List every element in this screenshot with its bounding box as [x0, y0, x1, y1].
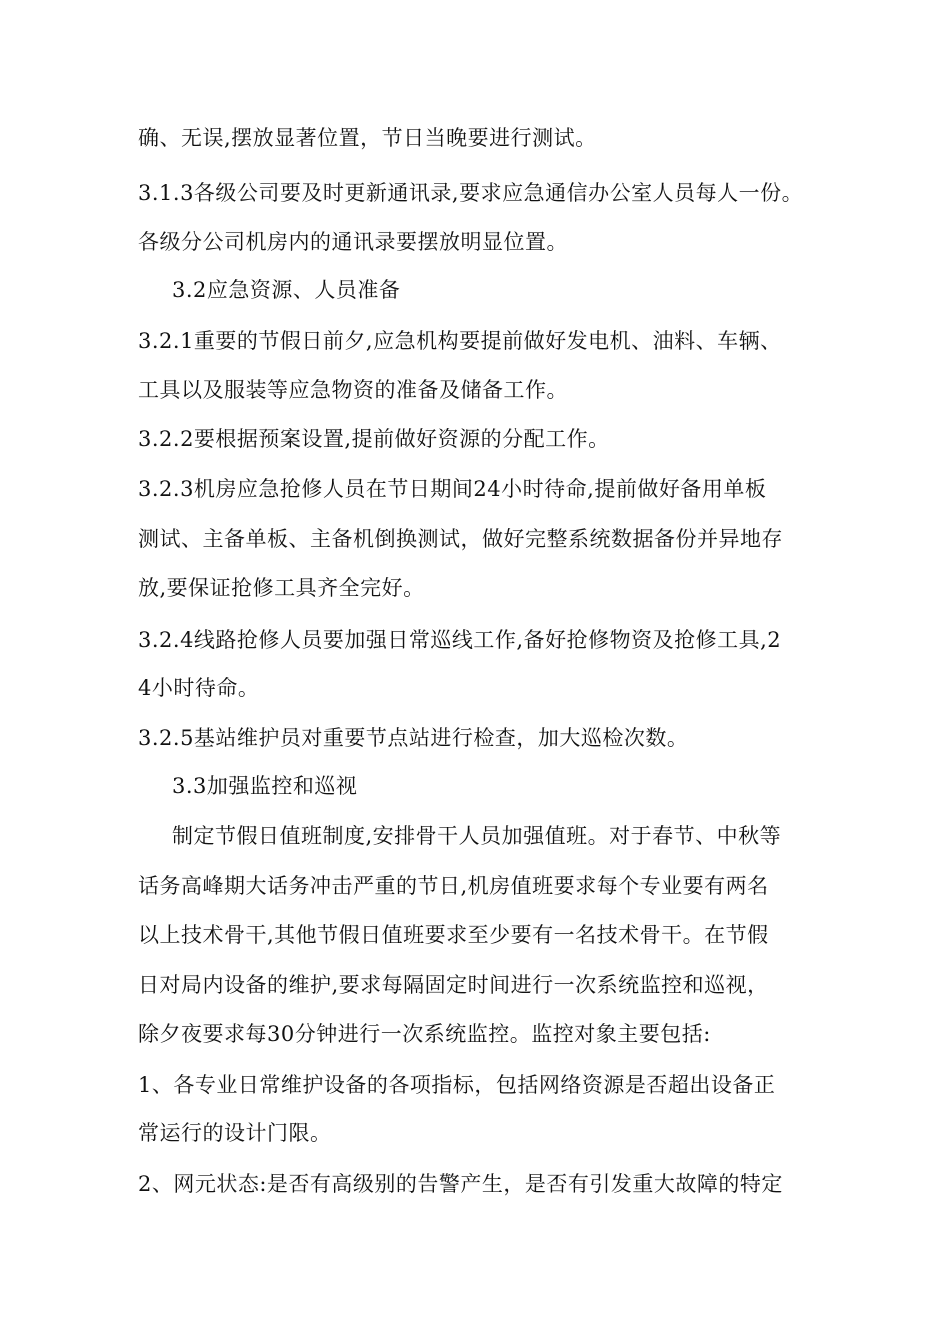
text-line: 3.2.4线路抢修人员要加强日常巡线工作,备好抢修物资及抢修工具,2 — [138, 628, 782, 652]
text-line: 常运行的设计门限。 — [138, 1121, 332, 1145]
text-line: 2、网元状态:是否有高级别的告警产生，是否有引发重大故障的特定 — [138, 1172, 783, 1196]
text-line: 日对局内设备的维护,要求每隔固定时间进行一次系统监控和巡视， — [138, 973, 769, 997]
text-line: 3.2.2要根据预案设置,提前做好资源的分配工作。 — [138, 427, 610, 451]
text-line: 3.1.3各级公司要及时更新通讯录,要求应急通信办公室人员每人一份。 — [138, 181, 804, 205]
text-line: 放,要保证抢修工具齐全完好。 — [138, 576, 425, 600]
text-line: 各级分公司机房内的通讯录要摆放明显位置。 — [138, 230, 568, 254]
text-line: 1、各专业日常维护设备的各项指标，包括网络资源是否超出设备正 — [138, 1073, 776, 1097]
text-line: 制定节假日值班制度,安排骨干人员加强值班。对于春节、中秋等 — [172, 824, 782, 848]
text-line: 话务高峰期大话务冲击严重的节日,机房值班要求每个专业要有两名 — [138, 874, 769, 898]
text-line: 以上技术骨干,其他节假日值班要求至少要有一名技术骨干。在节假 — [138, 923, 769, 947]
text-line: 确、无误,摆放显著位置，节日当晚要进行测试。 — [138, 126, 597, 150]
text-line: 4小时待命。 — [138, 676, 260, 700]
section-heading: 3.3加强监控和巡视 — [172, 774, 358, 798]
section-heading: 3.2应急资源、人员准备 — [172, 278, 401, 302]
text-line: 3.2.1重要的节假日前夕,应急机构要提前做好发电机、油料、车辆、 — [138, 329, 782, 353]
text-line: 3.2.3机房应急抢修人员在节日期间24小时待命,提前做好备用单板 — [138, 477, 767, 501]
text-line: 测试、主备单板、主备机倒换测试，做好完整系统数据备份并异地存 — [138, 527, 783, 551]
text-line: 工具以及服装等应急物资的准备及储备工作。 — [138, 378, 568, 402]
text-line: 3.2.5基站维护员对重要节点站进行检查，加大巡检次数。 — [138, 726, 689, 750]
text-line: 除夕夜要求每30分钟进行一次系统监控。监控对象主要包括: — [138, 1022, 711, 1046]
